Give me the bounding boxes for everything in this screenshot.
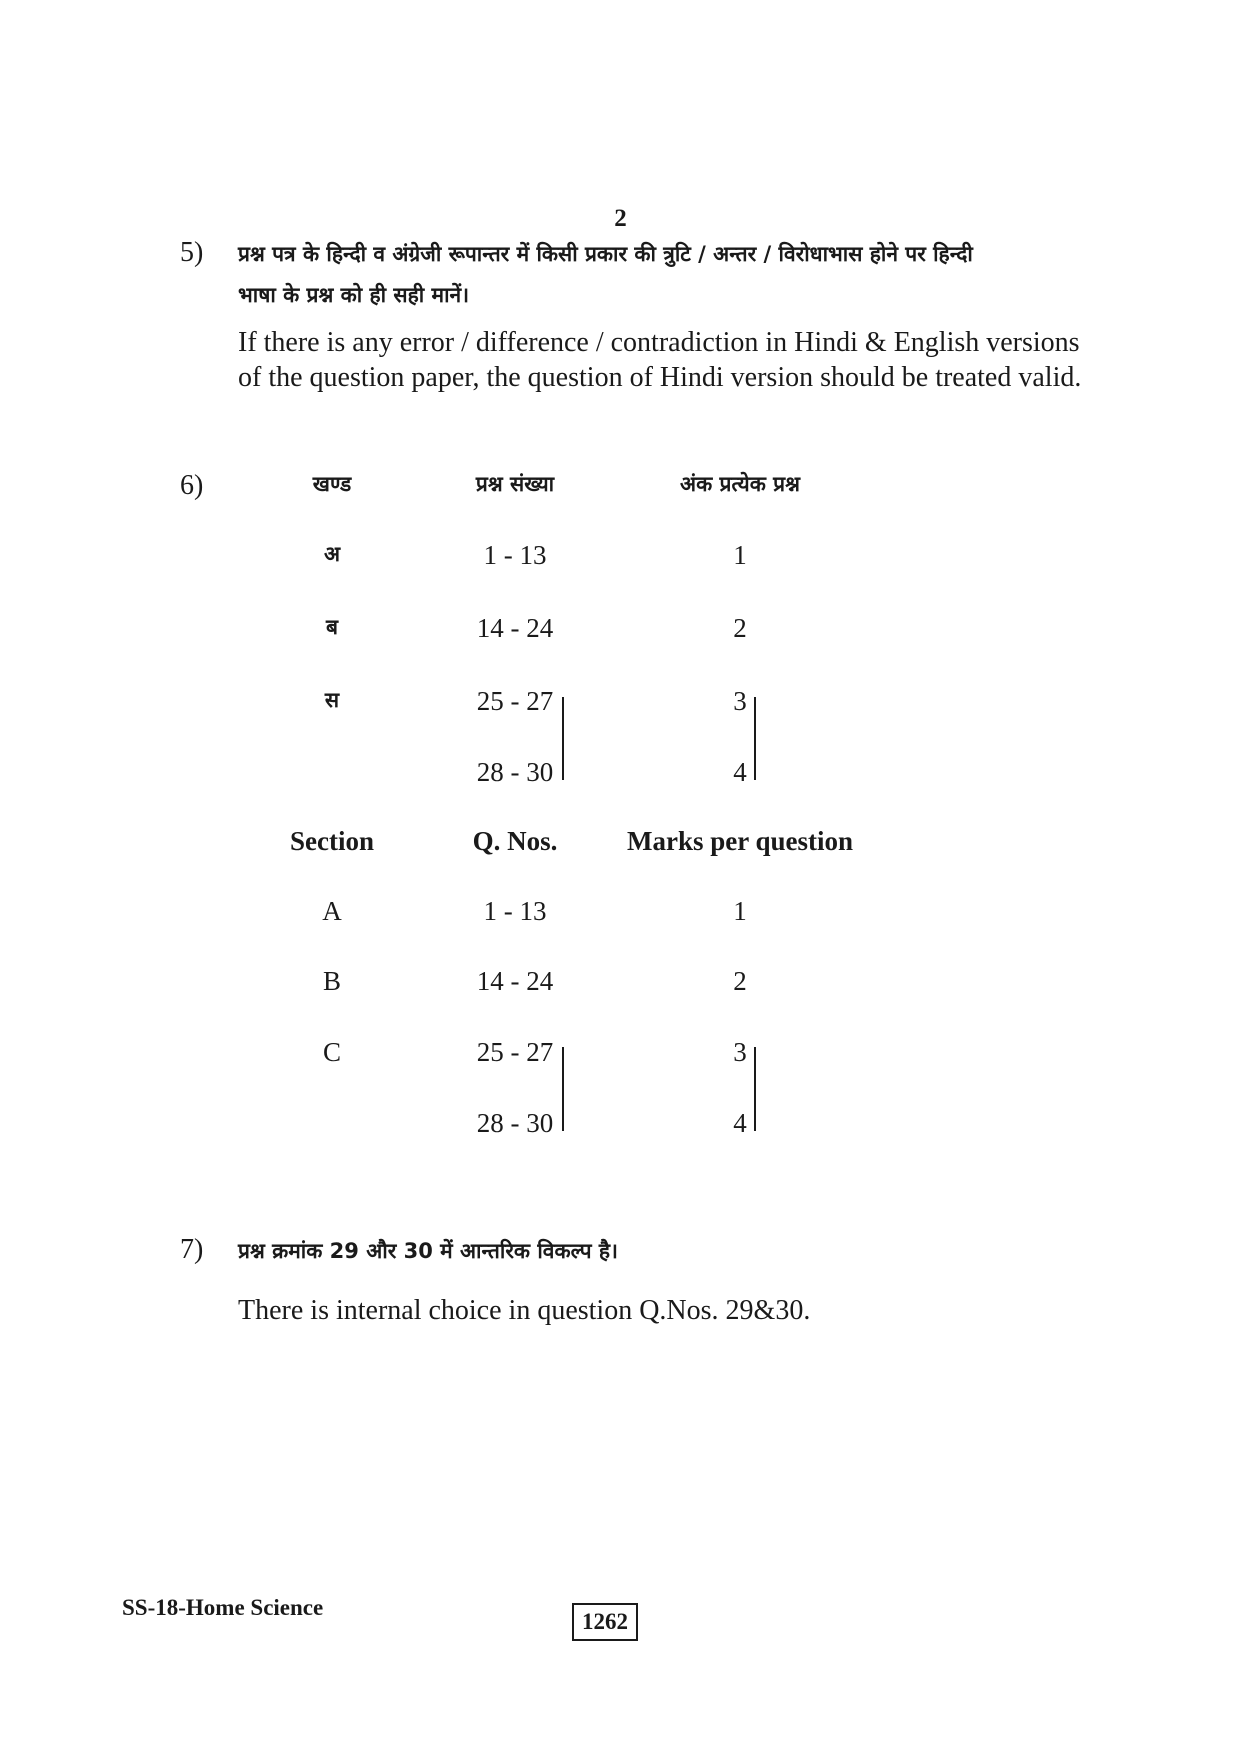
item-5-english-line2: of the question paper, the question of Hindi version should be treated valid. xyxy=(238,362,1082,393)
hindi-row-2-section: ब xyxy=(326,615,338,639)
english-row-4-qnos: 28 - 30 xyxy=(476,1108,554,1138)
item-7-english: There is internal choice in question Q.Nos. 29&30. xyxy=(238,1295,811,1326)
hindi-row-4-marks: 4 xyxy=(733,757,747,787)
hindi-row-2-qnos: 14 - 24 xyxy=(476,613,554,643)
hindi-header-section: खण्ड xyxy=(312,472,352,496)
item-5-hindi-line2: भाषा के प्रश्न को ही सही मानें। xyxy=(238,283,470,307)
english-marks-bracket xyxy=(754,1047,756,1131)
english-row-1-qnos: 1 - 13 xyxy=(483,896,547,926)
english-row-2-marks: 2 xyxy=(733,966,747,996)
english-qnos-bracket xyxy=(562,1047,564,1131)
item-5-number: 5) xyxy=(180,237,204,268)
hindi-row-1-marks: 1 xyxy=(733,540,747,570)
english-header-qnos: Q. Nos. xyxy=(472,826,558,856)
item-7-hindi: प्रश्न क्रमांक 29 और 30 में आन्तरिक विकल्प है। xyxy=(238,1239,618,1263)
hindi-row-2-marks: 2 xyxy=(733,613,747,643)
english-row-2-section: B xyxy=(322,966,341,996)
english-row-2-qnos: 14 - 24 xyxy=(476,966,554,996)
item-7-number: 7) xyxy=(180,1234,204,1265)
hindi-row-3-marks: 3 xyxy=(733,686,747,716)
hindi-qnos-bracket xyxy=(562,697,564,780)
english-row-3-qnos: 25 - 27 xyxy=(476,1037,554,1067)
item-6-number: 6) xyxy=(180,470,204,501)
english-header-section: Section xyxy=(290,826,374,856)
item-5-english-line1: If there is any error / difference / contradiction in Hindi & English versions xyxy=(238,327,1080,358)
english-row-1-marks: 1 xyxy=(733,896,747,926)
page-number: 2 xyxy=(614,205,627,232)
hindi-marks-bracket xyxy=(754,697,756,780)
english-row-1-section: A xyxy=(322,896,342,926)
english-row-3-section: C xyxy=(322,1037,341,1067)
hindi-header-qnos: प्रश्न संख्या xyxy=(475,472,555,496)
hindi-row-1-qnos: 1 - 13 xyxy=(483,540,547,570)
hindi-row-3-qnos: 25 - 27 xyxy=(476,686,554,716)
hindi-row-3-section: स xyxy=(324,688,340,712)
hindi-row-4-qnos: 28 - 30 xyxy=(476,757,554,787)
english-row-3-marks: 3 xyxy=(733,1037,747,1067)
english-header-marks: Marks per question xyxy=(626,826,854,856)
hindi-row-1-section: अ xyxy=(323,542,341,566)
english-row-4-marks: 4 xyxy=(733,1108,747,1138)
page-box-number: 1262 xyxy=(572,1603,638,1641)
paper-code: SS-18-Home Science xyxy=(122,1595,324,1620)
item-5-hindi-line1: प्रश्न पत्र के हिन्दी व अंग्रेजी रूपान्तर में किसी प्रकार की त्रुटि / अन्तर / विरोधाभास होने पर हिन्दी xyxy=(238,242,973,266)
hindi-header-marks: अंक प्रत्येक प्रश्न xyxy=(680,472,800,496)
